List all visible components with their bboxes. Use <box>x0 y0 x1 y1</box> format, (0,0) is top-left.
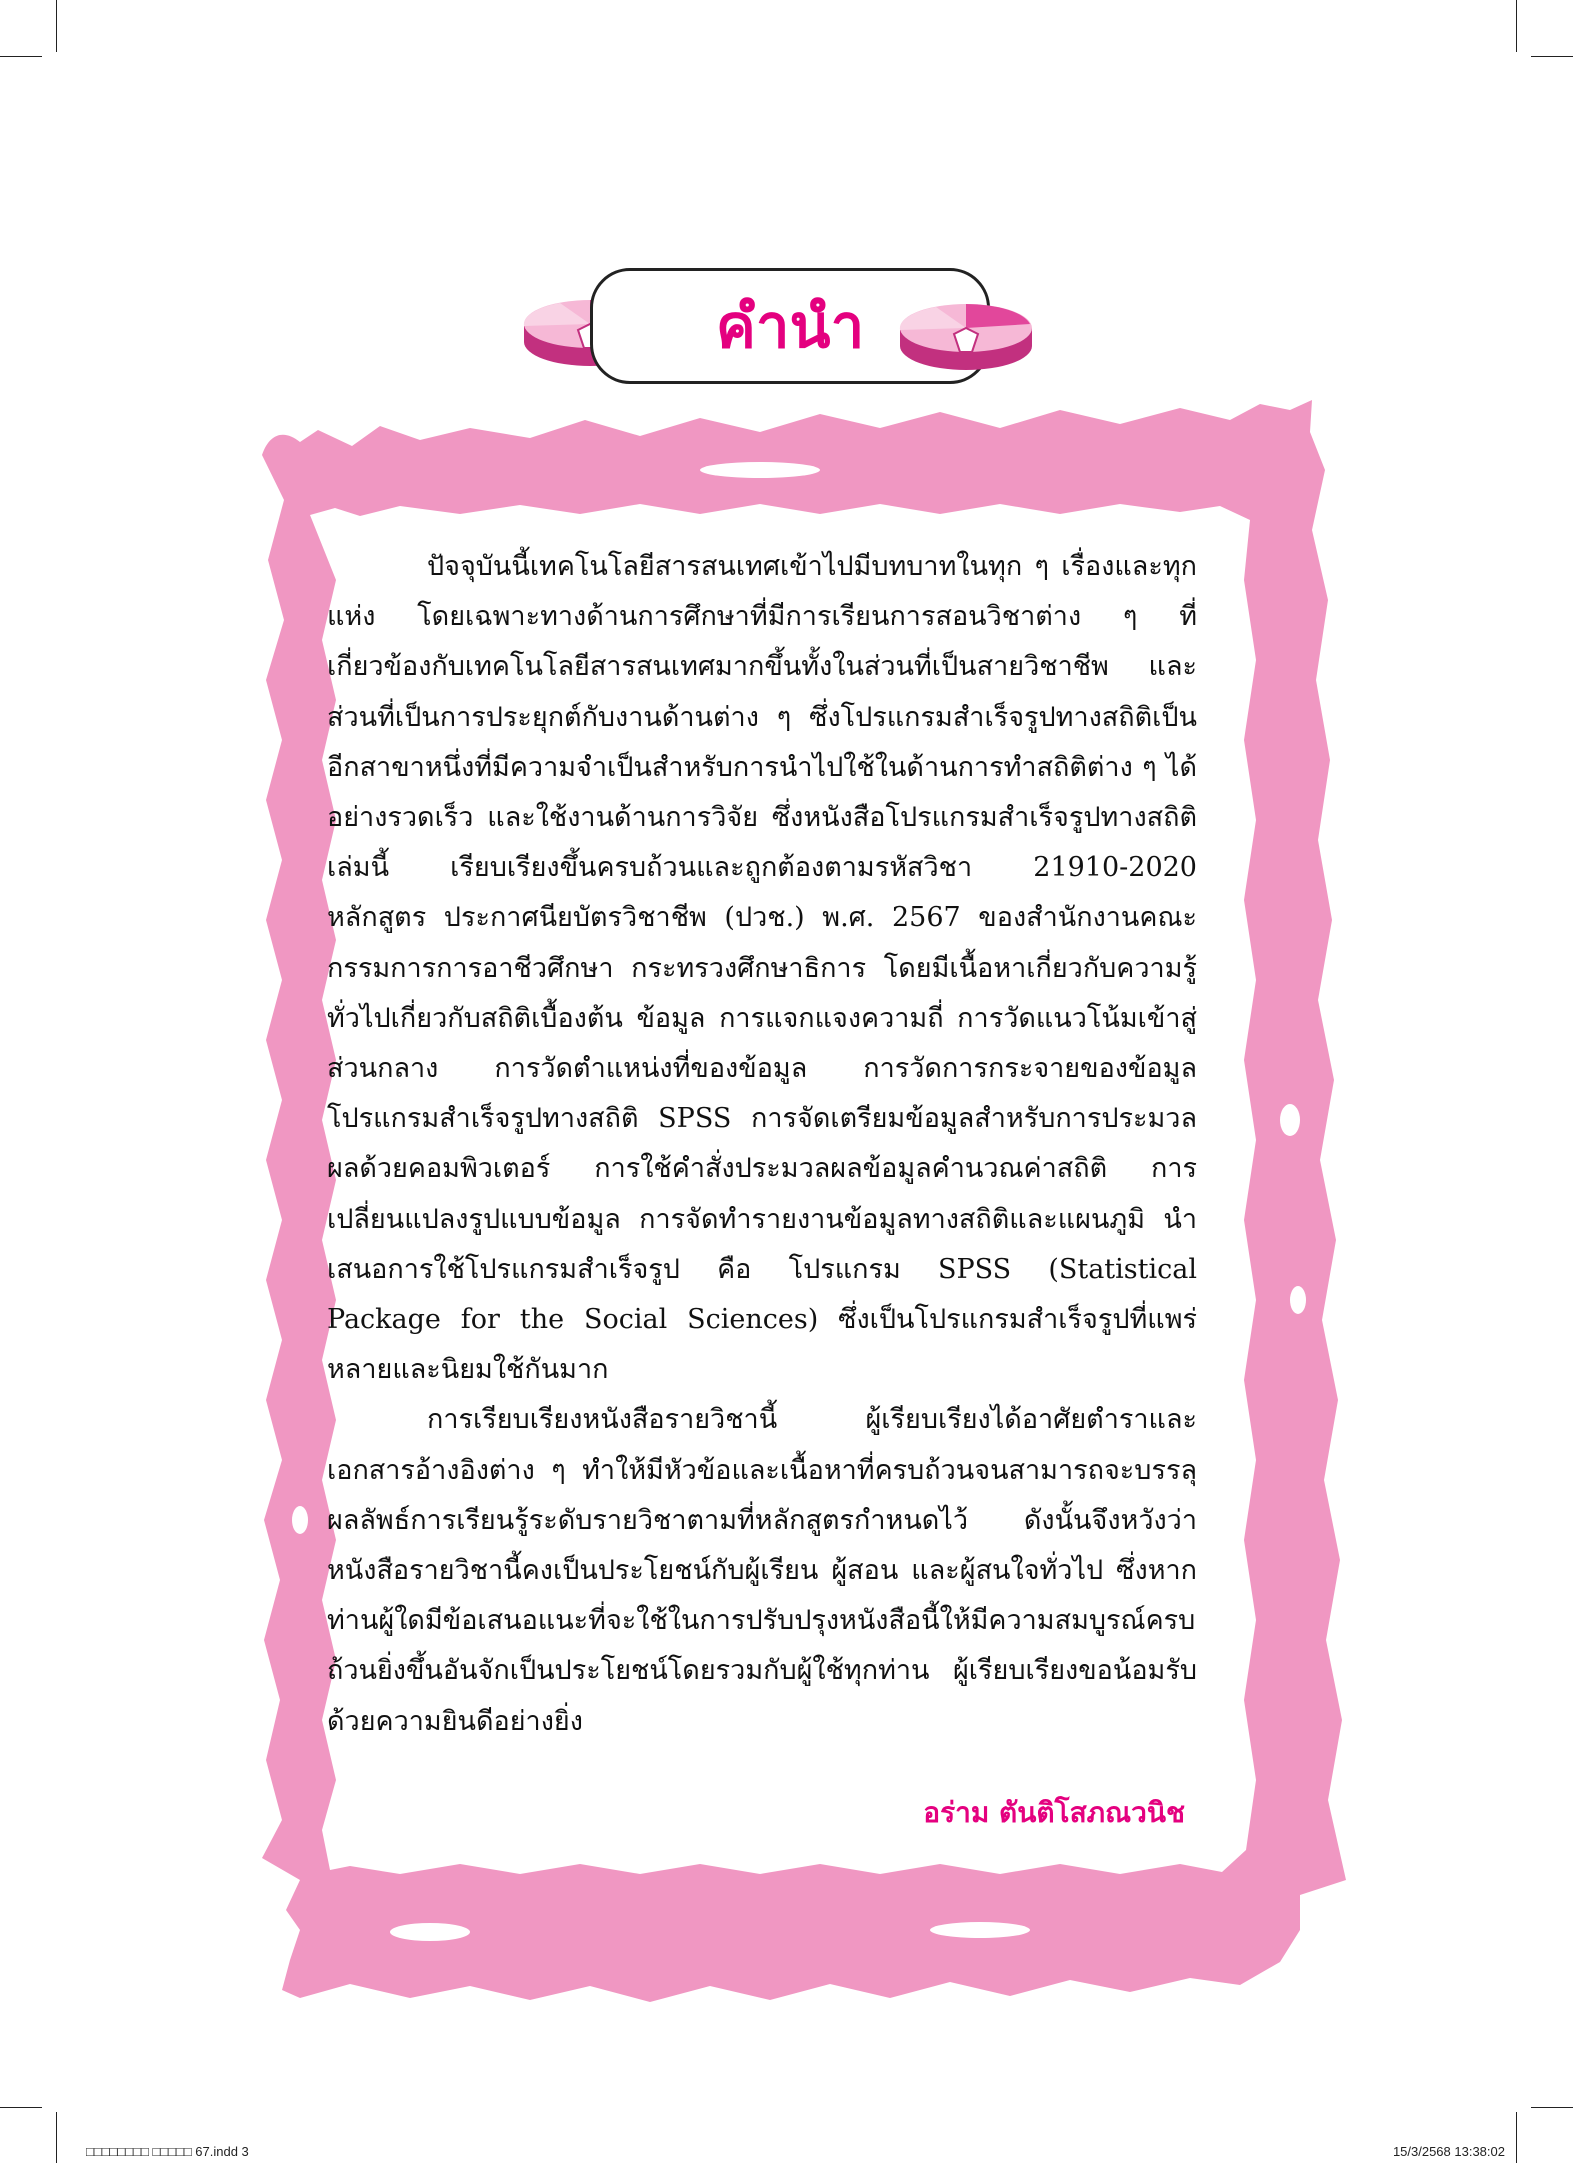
paragraph: การเรียบเรียงหนังสือรายวิชานี้ ผู้เรียบเรียงได้อาศัยตำราและเอกสารอ้างอิงต่าง ๆ ทำให้มีหัวข้อและเนื้อหาที่ครบถ้วนจนสามารถจะบรรลุผลลัพธ์การเรียนรู้ระดับรายวิชาตามที่หลักสูตรกำหนดไว้ ดังนั้นจึงหวังว่าหนังสือรายวิชานี้คงเป็นประโยชน์กับผู้เรียน ผู้สอน และผู้สนใจทั่วไป ซึ่งหากท่านผู้ใดมีข้อเสนอแนะที่จะใช้ในการปรับปรุงหนังสือนี้ให้มีความสมบูรณ์ครบถ้วนยิ่งขึ้นอันจักเป็นประโยชน์โดยรวมกับผู้ใช้ทุกท่าน ผู้เรียบเรียงขอน้อมรับด้วยความยินดีอย่างยิ่ง <box>327 1404 1197 1737</box>
footer-timestamp: 15/3/2568 13:38:02 <box>1392 2144 1505 2159</box>
paragraph: ปัจจุบันนี้เทคโนโลยีสารสนเทศเข้าไปมีบทบาทในทุก ๆ เรื่องและทุกแห่ง โดยเฉพาะทางด้านการศึกษาที่มีการเรียนการสอนวิชาต่าง ๆ ที่เกี่ยวข้องกับเทคโนโลยีสารสนเทศมากขึ้นทั้งในส่วนที่เป็นสายวิชาชีพ และส่วนที่เป็นการประยุกต์กับงานด้านต่าง ๆ ซึ่งโปรแกรมสำเร็จรูปทางสถิติเป็นอีกสาขาหนึ่งที่มีความจำเป็นสำหรับการนำไปใช้ในด้านการทำสถิติต่าง ๆ ได้อย่างรวดเร็ว และใช้งานด้านการวิจัย ซึ่งหนังสือโปรแกรมสำเร็จรูปทางสถิติเล่มนี้ เรียบเรียงขึ้นครบถ้วนและถูกต้องตามรหัสวิชา 21910-2020 หลักสูตร ประกาศนียบัตรวิชาชีพ (ปวช.) พ.ศ. 2567 ของสำนักงานคณะกรรมการการอาชีวศึกษา กระทรวงศึกษาธิการ โดยมีเนื้อหาเกี่ยวกับความรู้ทั่วไปเกี่ยวกับสถิติเบื้องต้น ข้อมูล การแจกแจงความถี่ การวัดแนวโน้มเข้าสู่ส่วนกลาง การวัดตำแหน่งที่ของข้อมูล การวัดการกระจายของข้อมูล โปรแกรมสำเร็จรูปทางสถิติ SPSS การจัดเตรียมข้อมูลสำหรับการประมวลผลด้วยคอมพิวเตอร์ การใช้คำสั่งประมวลผลข้อมูลคำนวณค่าสถิติ การเปลี่ยนแปลงรูปแบบข้อมูล การจัดทำรายงานข้อมูลทางสถิติและแผนภูมิ นำเสนอการใช้โปรแกรมสำเร็จรูป คือ โปรแกรม SPSS (Statistical Package for the Social Sciences) ซึ่งเป็นโปรแกรมสำเร็จรูปที่แพร่หลายและนิยมใช้กันมาก <box>327 551 1197 1386</box>
pie-chart-icon <box>896 294 1036 382</box>
footer-file-info: □□□□□□□□ □□□□□ 67.indd 3 <box>86 2144 249 2159</box>
title-banner <box>520 262 1060 396</box>
preface-body <box>327 542 1197 1747</box>
author-signature: อร่าม ตันติโสภณวนิช <box>923 1796 1185 1829</box>
page-title: คำนำ <box>715 291 865 362</box>
